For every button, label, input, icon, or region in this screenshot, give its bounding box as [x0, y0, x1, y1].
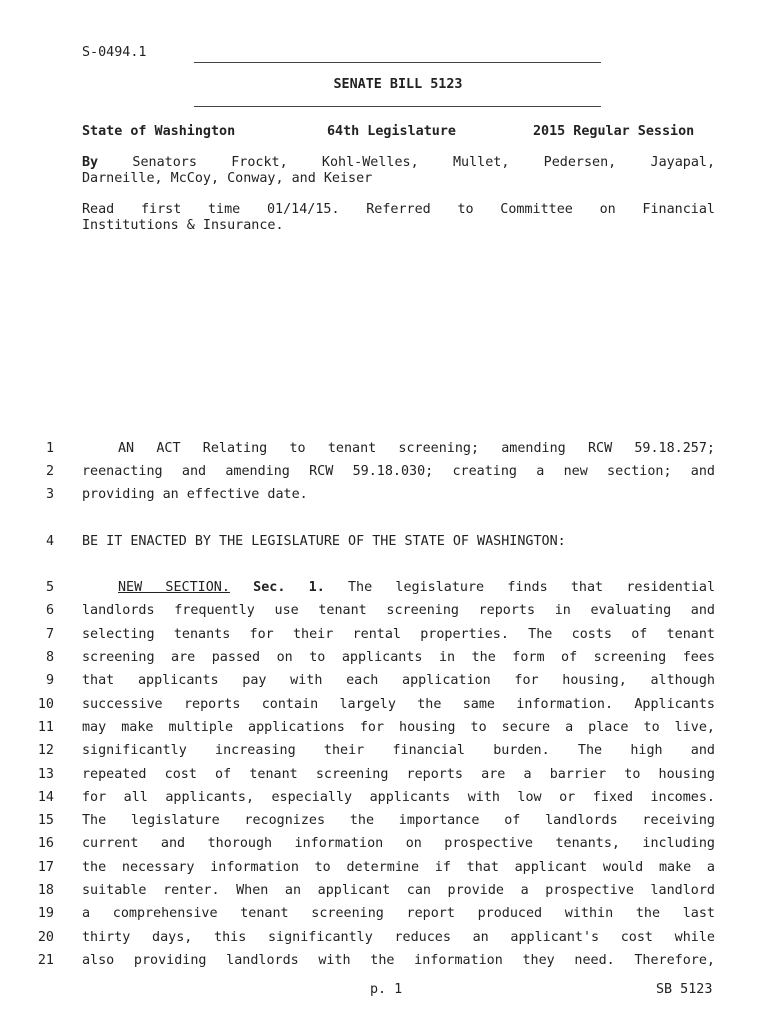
state-label: State of Washington — [82, 124, 236, 139]
line-number: 14 — [37, 790, 54, 805]
body-line: that applicants pay with each application for housing, although — [82, 673, 715, 688]
line-number: 12 — [37, 743, 54, 758]
sponsors-names: Senators Frockt, Kohl-Welles, Mullet, Pedersen, Jayapal, — [132, 155, 716, 170]
line-number: 5 — [45, 580, 54, 595]
line-number: 16 — [37, 836, 54, 851]
new-section-label: NEW SECTION. — [118, 580, 230, 595]
line-number: 2 — [45, 464, 54, 479]
line-number: 6 — [45, 603, 54, 618]
body-line: may make multiple applications for housing to secure a place to live, — [82, 720, 715, 735]
body-line: thirty days, this significantly reduces an applicant's cost while — [82, 930, 715, 945]
section-heading-line — [118, 580, 715, 595]
line-number: 15 — [37, 813, 54, 828]
line-number: 1 — [45, 441, 54, 456]
read-line-1: Read first time 01/14/15. Referred to Committee on Financial — [82, 202, 715, 217]
body-line: reenacting and amending RCW 59.18.030; creating a new section; and — [82, 464, 715, 479]
line-number: 11 — [37, 720, 54, 735]
line-number: 4 — [45, 534, 54, 549]
section-number: Sec. 1. — [253, 580, 325, 595]
page-number: p. 1 — [370, 982, 403, 997]
body-line: screening are passed on to applicants in the form of screening fees — [82, 650, 715, 665]
body-line: landlords frequently use tenant screening reports in evaluating and — [82, 603, 715, 618]
body-line: providing an effective date. — [82, 487, 308, 502]
line-number: 10 — [37, 697, 54, 712]
body-line: selecting tenants for their rental properties. The costs of tenant — [82, 627, 715, 642]
line-number: 8 — [45, 650, 54, 665]
body-line: repeated cost of tenant screening reports are a barrier to housing — [82, 767, 715, 782]
body-line: a comprehensive tenant screening report produced within the last — [82, 906, 715, 921]
legislature-label: 64th Legislature — [327, 124, 456, 139]
body-line: current and thorough information on prospective tenants, including — [82, 836, 715, 851]
line-number: 21 — [37, 953, 54, 968]
section-text: The legislature finds that residential — [348, 580, 716, 595]
body-line: for all applicants, especially applicants with low or fixed incomes. — [82, 790, 715, 805]
document-code: S-0494.1 — [82, 45, 147, 60]
body-line: also providing landlords with the information they need. Therefore, — [82, 953, 715, 968]
sponsors-by: By — [82, 155, 99, 170]
sponsors-line-1 — [82, 155, 715, 170]
line-number: 19 — [37, 906, 54, 921]
footer-bill-number: SB 5123 — [656, 982, 713, 997]
read-line-2: Institutions & Insurance. — [82, 218, 284, 233]
line-number: 13 — [37, 767, 54, 782]
line-number: 9 — [45, 673, 54, 688]
body-line: significantly increasing their financial burden. The high and — [82, 743, 715, 758]
line-number: 18 — [37, 883, 54, 898]
body-line: successive reports contain largely the same information. Applicants — [82, 697, 715, 712]
body-line: suitable renter. When an applicant can provide a prospective landlord — [82, 883, 715, 898]
body-line: AN ACT Relating to tenant screening; amending RCW 59.18.257; — [118, 441, 715, 456]
header-rule-top — [194, 62, 601, 63]
line-number: 7 — [45, 627, 54, 642]
line-number: 20 — [37, 930, 54, 945]
line-number: 17 — [37, 860, 54, 875]
body-line: The legislature recognizes the importance of landlords receiving — [82, 813, 715, 828]
enacting-clause: BE IT ENACTED BY THE LEGISLATURE OF THE STATE OF WASHINGTON: — [82, 534, 566, 549]
body-line: the necessary information to determine if that applicant would make a — [82, 860, 715, 875]
header-rule-bottom — [194, 106, 601, 107]
session-label: 2015 Regular Session — [533, 124, 695, 139]
bill-title: SENATE BILL 5123 — [333, 77, 463, 92]
line-number: 3 — [45, 487, 54, 502]
sponsors-line-2: Darneille, McCoy, Conway, and Keiser — [82, 171, 373, 186]
